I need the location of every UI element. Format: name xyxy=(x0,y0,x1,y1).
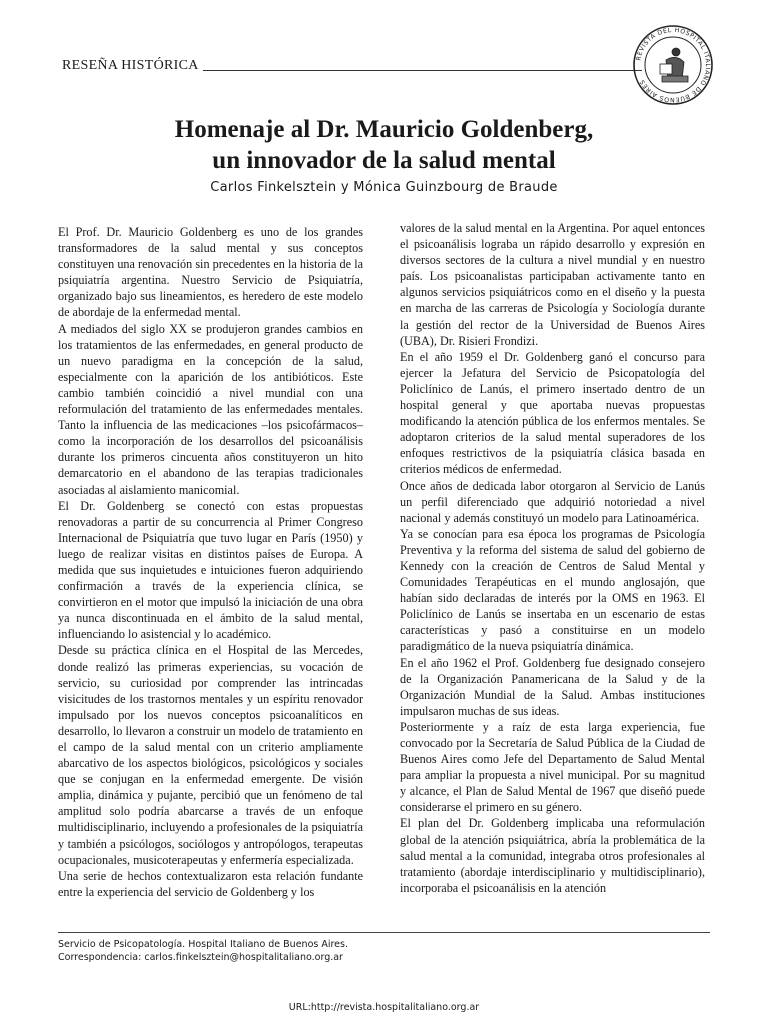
section-label: RESEÑA HISTÓRICA xyxy=(62,58,199,73)
title-line-1: Homenaje al Dr. Mauricio Goldenberg, xyxy=(174,116,594,143)
paragraph: Posteriormente y a raíz de esta larga experiencia, fue convocado por la Secretaría de Salud Pública de la Ciudad de Buenos Aires como Jefe del Departamento de Salud Mental para ampliar la propuesta a nivel municipal. Por su magnitud y alcance, el Plan de Salud Mental de 1967 que diseñó puede considerarse el primero en su género. xyxy=(400,719,705,815)
seal-figure-icon xyxy=(660,48,688,82)
paragraph: Una serie de hechos contextualizaron esta relación fundante entre la experiencia del servicio de Goldenberg y los xyxy=(58,868,363,899)
right-column xyxy=(400,220,705,896)
paragraph: Desde su práctica clínica en el Hospital de las Mercedes, donde realizó las primeras experiencias, su vocación de servicio, su curiosidad por comprender las intrincadas visicitudes de los trastornos mentales y un espíritu renovador impulsado por los nuevos conceptos psicoanalíticos en desarrollo, lo llevaron a construir un modelo de tratamiento en el campo de la salud mental con un criterio ampliamente abarcativo de los aspectos biológicos, psicológicos y sociales que se conjugan en la enfermedad emergente. De visión amplia, dinámica y pujante, percibió que un fenómeno de tal amplitud solo podría abarcarse a través de un enfoque multidisciplinario, incluyendo a profesionales de la psiquiatría y también a psicólogos, sociólogos y antropólogos, terapeutas ocupacionales, musicoterapeutas y enfermería especializada. xyxy=(58,643,363,867)
paragraph: El Dr. Goldenberg se conectó con estas propuestas renovadoras a partir de su concurrencia al Primer Congreso Internacional de Psiquiatría que tuvo lugar en París (1950) y luego de realizar visitas en distintos países de Europa. A medida que sus inquietudes e intuiciones fueron adquiriendo confirmación a través de la experiencia clínica, se convirtieron en el motor que impulsó la iniciación de una obra ya nunca discontinuada en el ámbito de la salud mental, influenciando lo asistencial y lo académico. xyxy=(58,498,363,642)
correspondence: Correspondencia: carlos.finkelsztein@hospitalitaliano.org.ar xyxy=(58,952,343,963)
paragraph: A mediados del siglo XX se produjeron grandes cambios en los tratamientos de las enfermedades, en general producto de un nuevo paradigma en la concepción de la salud, especialmente con la aparición de los antibióticos. Este cambio también coincidió a nivel mundial con una reformulación del tratamiento de las enfermedades mentales. Tanto la influencia de las medicaciones –los psicofármacos– como la incorporación de los desarrollos del psicoanálisis durante los primeros cincuenta años constituyeron un hito demarcatorio en el abandono de las terapias tradicionales asociadas al aislamiento manicomial. xyxy=(58,321,363,497)
affiliation: Servicio de Psicopatología. Hospital Italiano de Buenos Aires. xyxy=(58,939,349,950)
section-header xyxy=(62,58,642,74)
article-authors: Carlos Finkelsztein y Mónica Guinzbourg de Braude xyxy=(210,180,558,195)
journal-seal-logo xyxy=(632,24,714,106)
footnote xyxy=(58,932,710,964)
paragraph: Ya se conocían para esa época los programas de Psicología Preventiva y la reforma del sistema de salud del gobierno de Kennedy con la creación de Centros de Salud Mental y Comunidades Terapéuticas en el mundo anglosajón, que habían sido declaradas de interés por la OMS en 1963. El Policlínico de Lanús se insertaba en un escenario de estas características y pasó a constituirse en un modelo paradigmático de la nueva psiquiatría dinámica. xyxy=(400,526,705,654)
paragraph: En el año 1959 el Dr. Goldenberg ganó el concurso para ejercer la Jefatura del Servicio de Psicopatología del Policlínico de Lanús, el primero insertado dentro de un hospital general y que aportaba nuevas propuestas modificando la atención pública de los enfermos mentales. Se adoptaron criterios de la salud mental superadores de los enfoques restrictivos de la psiquiatría clásica basada en criterios médicos de enfermedad. xyxy=(400,349,705,477)
journal-url[interactable]: URL:http://revista.hospitalitaliano.org.ar xyxy=(288,1002,480,1013)
title-line-2: un innovador de la salud mental xyxy=(212,147,556,174)
paragraph: En el año 1962 el Prof. Goldenberg fue designado consejero de la Organización Panamericana de la Salud y de la Organización Mundial de la Salud. Ambas instituciones impulsaron muchas de sus ideas. xyxy=(400,655,705,718)
section-rule xyxy=(203,70,642,71)
article-title xyxy=(0,114,768,176)
paragraph: El Prof. Dr. Mauricio Goldenberg es uno de los grandes transformadores de la salud mental y sus conceptos constituyen una renovación sin precedentes en la historia de la psiquiatría argentina. Nuestro Servicio de Psiquiatría, organizado bajo sus lineamientos, es heredero de este modelo de abordaje de la enfermedad mental. xyxy=(58,225,363,320)
seal-text: REVISTA DEL HOSPITAL ITALIANO DE BUENOS AIRES xyxy=(635,26,712,104)
paragraph: valores de la salud mental en la Argentina. Por aquel entonces el psicoanálisis lograba un rápido desarrollo y expresión en diversos sectores de la cultura a nivel mundial y en nuestro país. Los psicoanalistas participaban activamente tanto en algunos servicios psiquiátricos como en el diseño y la puesta en marcha de las carreras de Psicología y Sociología durante la gestión del rector de la Universidad de Buenos Aires (UBA), Dr. Risieri Frondizi. xyxy=(400,221,705,348)
paragraph: Once años de dedicada labor otorgaron al Servicio de Lanús un perfil diferenciado que adquirió notoriedad a nivel nacional y además constituyó un modelo para Latinoamérica. xyxy=(400,478,705,525)
paragraph: El plan del Dr. Goldenberg implicaba una reformulación global de la atención psiquiátrica, abría la problemática de la salud mental a la comunidad, integraba otros profesionales al tratamiento (abordaje interdisciplinario y multidisciplinario), incorporaba el psicoanálisis en la atención xyxy=(400,816,705,895)
left-column xyxy=(58,224,363,900)
